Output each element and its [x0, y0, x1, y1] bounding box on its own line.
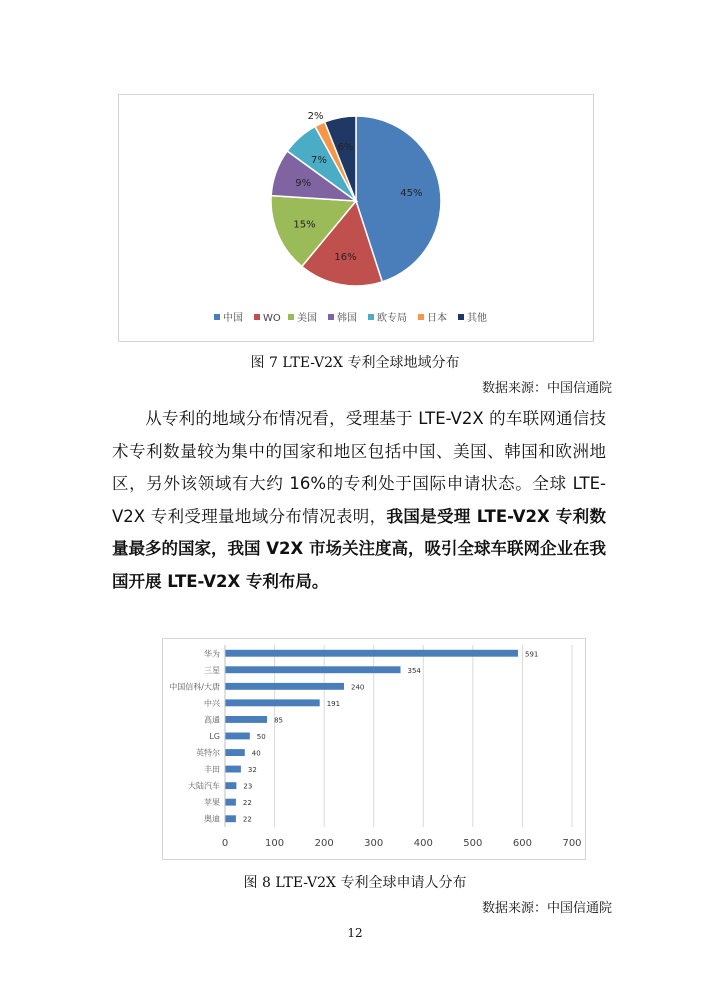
- bar-9: [225, 799, 236, 806]
- pie-chart: [119, 95, 593, 341]
- bar-category-label-1: 三星: [204, 665, 220, 675]
- pie-legend-swatch-0: [214, 314, 220, 320]
- bar-5: [225, 733, 250, 740]
- figure7-caption: 图 7 LTE-V2X 专利全球地域分布: [250, 355, 460, 371]
- bar-2: [225, 683, 344, 690]
- pie-data-label-1: 16%: [334, 252, 357, 264]
- bar-0: [225, 650, 518, 657]
- bar-category-label-2: 中国信科/大唐: [169, 682, 220, 692]
- bar-category-label-7: 丰田: [204, 765, 220, 775]
- pie-legend-label-2: 美国: [297, 313, 317, 324]
- pie-data-label-0: 45%: [400, 188, 423, 200]
- bar-category-label-0: 华为: [204, 649, 220, 659]
- bar-4: [225, 716, 267, 723]
- bar-value-label-2: 240: [351, 683, 365, 692]
- pie-legend-label-5: 日本: [427, 313, 447, 324]
- body-paragraph: [112, 403, 606, 598]
- bar-6: [225, 749, 245, 756]
- bar-value-label-3: 191: [326, 699, 341, 708]
- bar-chart: [163, 639, 585, 859]
- pie-legend-swatch-6: [458, 314, 464, 320]
- paragraph-bold-text: 我国是受理 LTE-V2X 专利数量最多的国家，我国 V2X 市场关注度高，吸引全球车联网企业在我国开展 LTE-V2X 专利布局。: [112, 506, 606, 591]
- bar-7: [225, 766, 241, 773]
- bar-category-label-10: 奥迪: [204, 814, 220, 824]
- bar-1: [225, 666, 401, 673]
- bar-value-label-1: 354: [407, 666, 421, 675]
- bar-value-label-5: 50: [256, 733, 266, 741]
- bar-chart-frame: [162, 638, 586, 860]
- bar-value-label-4: 85: [274, 716, 284, 725]
- pie-legend-swatch-3: [328, 314, 334, 320]
- bar-10: [225, 815, 236, 822]
- pie-data-label-5: 2%: [307, 111, 324, 122]
- bar-3: [225, 699, 320, 706]
- bar-x-tick-6: 600: [512, 838, 532, 849]
- pie-data-label-4: 7%: [310, 154, 327, 166]
- bar-x-tick-1: 100: [265, 838, 285, 849]
- pie-chart-frame: [118, 94, 594, 342]
- pie-legend-swatch-4: [368, 314, 374, 320]
- pie-legend-swatch-2: [288, 314, 294, 320]
- pie-legend: [214, 311, 487, 324]
- pie-legend-swatch-1: [254, 314, 260, 320]
- pie-data-label-3: 9%: [295, 178, 312, 189]
- pie-legend-label-6: 其他: [467, 313, 487, 324]
- bar-x-tick-4: 400: [413, 838, 433, 849]
- pie-legend-label-4: 欧专局: [377, 313, 407, 324]
- paragraph-normal-text: 从专利的地域分布情况看，受理基于 LTE-V2X 的车联网通信技术专利数量较为集中的国家和地区包括中国、美国、韩国和欧洲地区，另外该领域有大约 16%的专利处于国际申请状态。全球 LTE-V2X 专利受理量地域分布情况表明，: [112, 409, 606, 526]
- bar-value-label-6: 40: [251, 749, 261, 758]
- bar-x-tick-0: 0: [221, 838, 229, 849]
- bar-value-label-8: 23: [243, 782, 253, 791]
- bar-category-label-6: 英特尔: [196, 748, 220, 758]
- pie-data-label-6: 6%: [337, 141, 354, 153]
- pie-legend-swatch-5: [418, 314, 424, 320]
- pie-data-label-2: 15%: [293, 219, 316, 231]
- bar-value-label-9: 22: [242, 799, 252, 808]
- pie-legend-label-1: WO: [263, 313, 281, 324]
- bar-x-tick-3: 300: [364, 838, 384, 849]
- pie-legend-label-0: 中国: [223, 313, 243, 324]
- bar-value-label-0: 591: [525, 650, 539, 659]
- bar-x-tick-5: 500: [463, 838, 483, 849]
- bar-value-label-7: 32: [247, 766, 257, 775]
- figure8-source: 数据来源：中国信通院: [481, 901, 612, 916]
- figure8-caption: 图 8 LTE-V2X 专利全球申请人分布: [243, 875, 467, 891]
- bar-8: [225, 782, 236, 789]
- pie-legend-label-3: 韩国: [337, 313, 357, 324]
- page-number: 12: [347, 926, 363, 940]
- bar-category-label-8: 大陆汽车: [188, 781, 220, 791]
- figure7-source: 数据来源：中国信通院: [481, 381, 612, 396]
- bar-value-label-10: 22: [242, 815, 252, 824]
- bar-category-label-3: 中兴: [204, 698, 220, 708]
- bar-category-label-4: 高通: [204, 715, 220, 725]
- bar-x-tick-7: 700: [562, 838, 582, 849]
- bar-category-label-5: LG: [209, 732, 220, 741]
- bar-x-tick-2: 200: [314, 838, 334, 849]
- bar-category-label-9: 苹果: [204, 798, 220, 808]
